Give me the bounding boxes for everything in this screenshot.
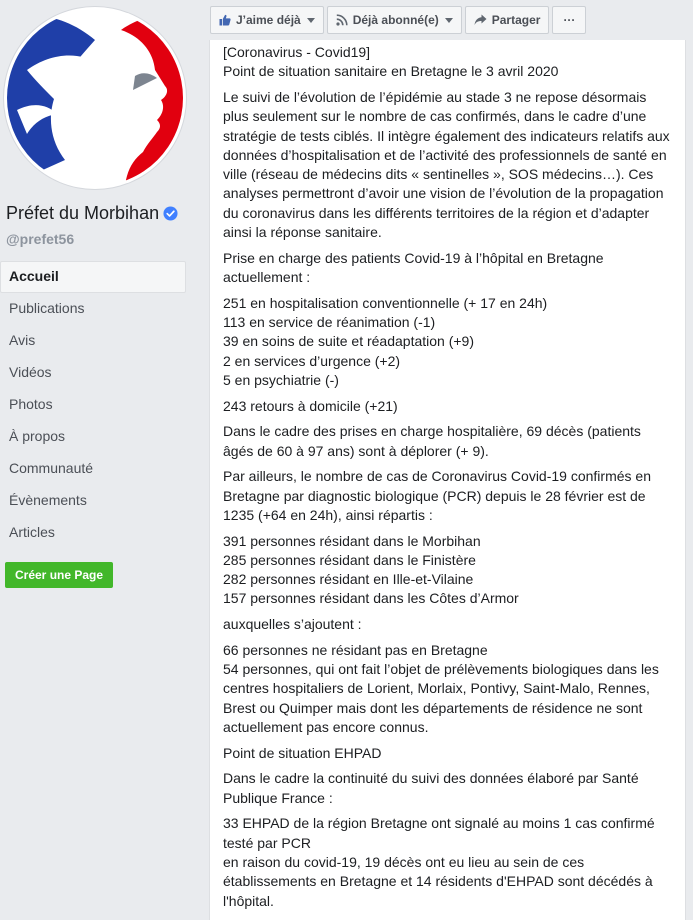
share-button[interactable] <box>465 6 550 34</box>
post-line: Par ailleurs, le nombre de cas de Coronavirus Covid-19 confirmés en Bretagne par diagnostic biologique (PCR) depuis le 28 février est de 1235 (+64 en 24h), ainsi répartis : <box>223 468 651 523</box>
post-paragraph <box>223 641 675 737</box>
post-line: 243 retours à domicile (+21) <box>223 397 398 414</box>
like-button-label: J’aime déjà <box>236 13 301 27</box>
post-paragraph <box>223 43 675 82</box>
nav-item-photos[interactable]: Photos <box>9 396 53 412</box>
follow-button[interactable] <box>327 6 462 34</box>
page-action-bar <box>210 6 586 34</box>
page-title[interactable] <box>6 203 178 224</box>
post-line: 251 en hospitalisation conventionnelle (+ 17 en 24h) <box>223 294 548 311</box>
post-paragraph <box>223 88 675 242</box>
post-paragraph <box>223 397 675 416</box>
post-line: Point de situation EHPAD <box>223 744 382 761</box>
post-line: 157 personnes résidant dans les Côtes d’Armor <box>223 590 519 607</box>
post-line: 282 personnes résidant en Ille-et-Vilaine <box>223 571 474 588</box>
follow-button-label: Déjà abonné(e) <box>352 13 439 27</box>
caret-down-icon <box>307 18 315 23</box>
page-handle[interactable]: @prefet56 <box>6 231 75 247</box>
post-paragraph <box>223 814 675 910</box>
create-page-button[interactable]: Créer une Page <box>5 562 113 588</box>
post-line: Prise en charge des patients Covid-19 à l’hôpital en Bretagne actuellement : <box>223 249 604 286</box>
post-line: 33 EHPAD de la région Bretagne ont signalé au moins 1 cas confirmé testé par PCR <box>223 815 655 851</box>
post-line: 285 personnes résidant dans le Finistère <box>223 551 476 568</box>
share-button-label: Partager <box>491 13 541 27</box>
post-paragraph <box>223 532 675 609</box>
nav-item-a-propos[interactable]: À propos <box>9 428 66 444</box>
verified-badge-icon <box>163 206 178 221</box>
post-line: 54 personnes, qui ont fait l’objet de prélèvements biologiques dans les centres hospitaliers de Lorient, Morlaix, Pontivy, Saint-Malo, Rennes, Brest ou Quimper mais dont les départements de résidence ne sont actuellement pas encore connus. <box>223 661 659 736</box>
post-line: 5 en psychiatrie (-) <box>223 371 339 388</box>
nav-item-avis[interactable]: Avis <box>9 332 36 348</box>
post-line: Dans le cadre des prises en charge hospitalière, 69 décès (patients âgés de 60 à 97 ans) sont à déplorer (+ 9). <box>223 423 641 459</box>
post-line: 66 personnes ne résidant pas en Bretagne <box>223 641 488 658</box>
nav-item-videos[interactable]: Vidéos <box>9 364 52 380</box>
post-paragraph <box>223 744 675 763</box>
nav-item-communaute[interactable]: Communauté <box>9 460 94 476</box>
post-line: en raison du covid-19, 19 décès ont eu lieu au sein de ces établissements en Bretagne et 14 résidents d'EHPAD sont décédés à l'hôpital. <box>223 853 653 909</box>
post-paragraph <box>223 467 675 525</box>
marianne-logo-icon <box>7 10 183 186</box>
nav-item-accueil[interactable]: Accueil <box>0 261 186 293</box>
page-sidebar <box>0 0 197 915</box>
profile-picture[interactable] <box>7 10 183 186</box>
rss-icon <box>336 14 348 26</box>
nav-item-articles[interactable]: Articles <box>9 524 55 540</box>
post-paragraph <box>223 769 675 808</box>
like-button[interactable] <box>210 6 324 34</box>
post-line: 113 en service de réanimation (-1) <box>223 314 436 331</box>
thumbs-up-icon <box>219 14 231 26</box>
post-line: Dans le cadre la continuité du suivi des données élaboré par Santé Publique France : <box>223 770 639 806</box>
nav-item-publications[interactable]: Publications <box>9 300 85 316</box>
post-paragraph <box>223 615 675 634</box>
more-options-button[interactable]: ··· <box>552 6 586 34</box>
post-text <box>223 43 675 917</box>
page-navigation <box>0 261 186 549</box>
post-line: 2 en services d’urgence (+2) <box>223 352 401 369</box>
nav-item-evenements[interactable]: Évènements <box>9 492 87 508</box>
post-card <box>209 40 686 920</box>
post-line: 39 en soins de suite et réadaptation (+9) <box>223 333 475 350</box>
caret-down-icon <box>445 18 453 23</box>
post-paragraph <box>223 294 675 390</box>
post-line: auxquelles s’ajoutent : <box>223 616 362 633</box>
post-line: Le suivi de l’évolution de l’épidémie au stade 3 ne repose désormais plus seulement sur le nombre de cas confirmés, dans le cadre d’une stratégie de tests ciblés. Il intègre également des indicateurs relatifs aux données d’hospitalisation et de l’activité des professionnels de santé en ville (réseau de médecins dits « sentinelles », SOS médecins…). Ces analyses permettront d’avoir une vision de l’évolution de la propagation du coronavirus dans les différents territoires de la région et d’adapter ainsi la réponse sanitaire. <box>223 88 670 241</box>
post-line: Point de situation sanitaire en Bretagne le 3 avril 2020 <box>223 63 559 80</box>
post-paragraph <box>223 422 675 461</box>
share-arrow-icon <box>474 14 487 26</box>
page-name-text[interactable]: Préfet du Morbihan <box>6 203 160 223</box>
post-line: 391 personnes résidant dans le Morbihan <box>223 532 481 549</box>
post-line: [Coronavirus - Covid19] <box>223 44 371 60</box>
post-paragraph <box>223 249 675 288</box>
